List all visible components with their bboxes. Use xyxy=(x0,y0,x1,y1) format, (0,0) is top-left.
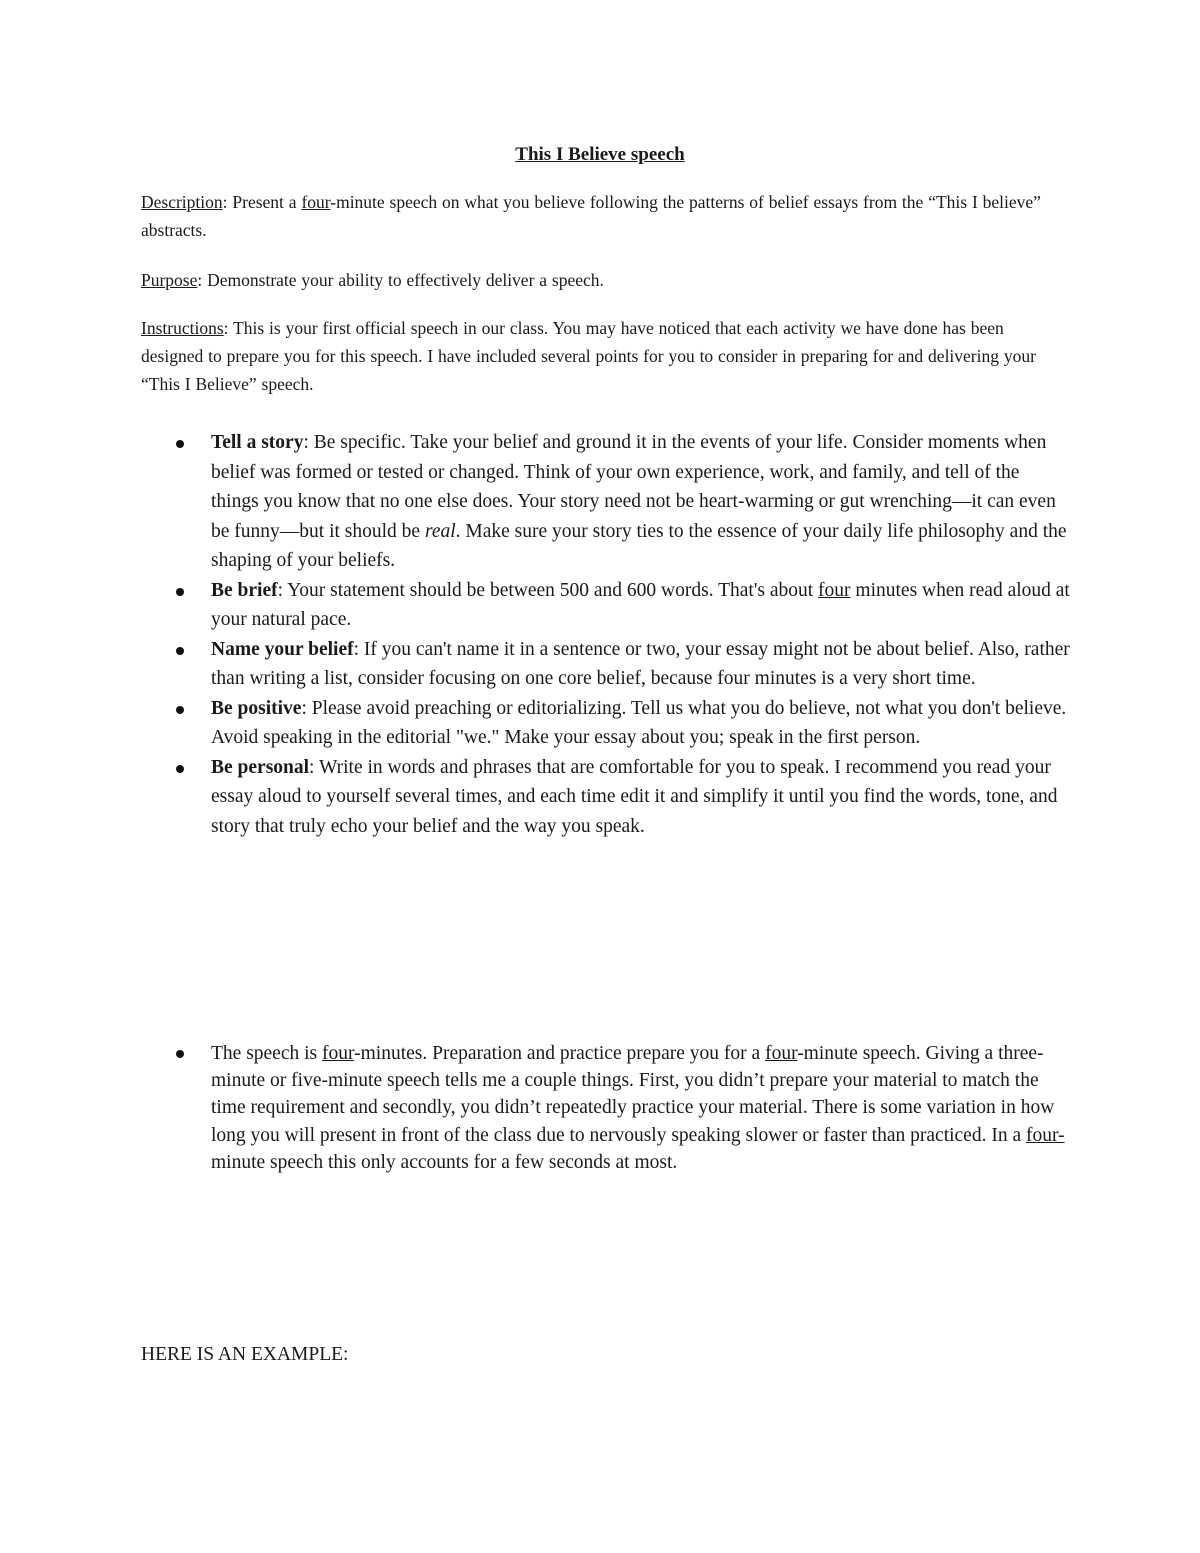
bullet-text: : Write in words and phrases that are comfortable for you to speak. I recommend you read your essay aloud to yourself several times, and each time edit it and simplify it until you find the words, tone, and story that truly echo your belief and the way you speak. xyxy=(211,756,1058,837)
bullet-term: Tell a story xyxy=(211,432,304,453)
list-item xyxy=(0,753,1071,842)
timing-text-1: The speech is xyxy=(211,1043,323,1064)
purpose-label: Purpose xyxy=(141,270,198,290)
bullet-text-after: . Make sure your story ties to the essence of your daily life philosophy and the shaping of your beliefs. xyxy=(211,520,1067,571)
timing-underline-3: four- xyxy=(1025,1124,1065,1146)
bullet-term: Name your belief xyxy=(211,638,354,660)
bullet-term: Be brief xyxy=(211,579,278,601)
bullet-icon xyxy=(176,765,184,773)
bullet-text: : Be specific. Take your belief and ground it in the events of your life. Consider moments when belief was formed or tested or changed. Think of your own experience, work, and family, and tell of the things you know that no one else does. Your story need not be heart-warming or gut wrenching—it can even be funny—but it should be xyxy=(211,432,1056,542)
bullet-icon xyxy=(176,440,184,448)
purpose-text: : Demonstrate your ability to effectively deliver a speech. xyxy=(197,270,604,290)
description-emphasis: four xyxy=(301,192,331,212)
description-text-after: -minute speech on what you believe following the patterns of belief essays from the “This I believe” abstracts. xyxy=(141,192,1041,240)
description-label: Description xyxy=(141,192,223,212)
bullet-italic: real xyxy=(424,520,456,542)
list-item xyxy=(0,1040,1071,1176)
page-title: This I Believe speech xyxy=(515,144,685,165)
instructions-paragraph xyxy=(141,314,1041,398)
bullet-text-after: minutes when read aloud at your natural pace. xyxy=(211,579,1070,630)
timing-underline-1: four xyxy=(322,1043,355,1064)
timing-underline-2: four xyxy=(765,1043,798,1064)
list-item xyxy=(0,428,1071,576)
example-heading: HERE IS AN EXAMPLE: xyxy=(141,1344,349,1365)
bullet-icon xyxy=(176,1050,184,1058)
bullet-text: : Your statement should be between 500 and 600 words. That's about xyxy=(277,579,819,601)
bullet-text: : If you can't name it in a sentence or two, your essay might not be about belief. Also, rather than writing a list, consider focusing on one core belief, because four minutes is a very short time. xyxy=(211,638,1070,689)
bullet-term: Be personal xyxy=(211,756,310,778)
guideline-list xyxy=(0,428,1071,841)
timing-text-2: -minutes. Preparation and practice prepare you for a xyxy=(354,1043,766,1064)
description-paragraph xyxy=(141,188,1041,244)
description-text-before: : Present a xyxy=(222,192,302,212)
timing-text-3: -minute speech. Giving a three-minute or five-minute speech tells me a couple things. First, you didn’t prepare your material to match the time requirement and secondly, you didn’t repeatedly practice your material. There is some variation in how long you will present in front of the class due to nervously speaking slower or faster than practiced. In a xyxy=(211,1043,1055,1146)
bullet-text: : Please avoid preaching or editorializing. Tell us what you do believe, not what you don't believe. Avoid speaking in the editorial "we." Make your essay about you; speak in the first person. xyxy=(211,697,1067,748)
list-item xyxy=(0,576,1071,635)
purpose-paragraph xyxy=(141,266,1041,294)
list-item xyxy=(0,635,1071,694)
timing-list xyxy=(0,1040,1071,1176)
bullet-icon xyxy=(176,647,184,655)
timing-text-4: minute speech this only accounts for a few seconds at most. xyxy=(211,1151,678,1173)
bullet-term: Be positive xyxy=(211,697,302,719)
bullet-underline: four xyxy=(818,579,851,601)
bullet-icon xyxy=(176,706,184,714)
instructions-text: : This is your first official speech in our class. You may have noticed that each activity we have done has been designed to prepare you for this speech. I have included several points for you to consider in preparing for and delivering your “This I Believe” speech. xyxy=(141,318,1036,394)
list-item xyxy=(0,694,1071,753)
bullet-icon xyxy=(176,588,184,596)
instructions-label: Instructions xyxy=(141,318,224,338)
